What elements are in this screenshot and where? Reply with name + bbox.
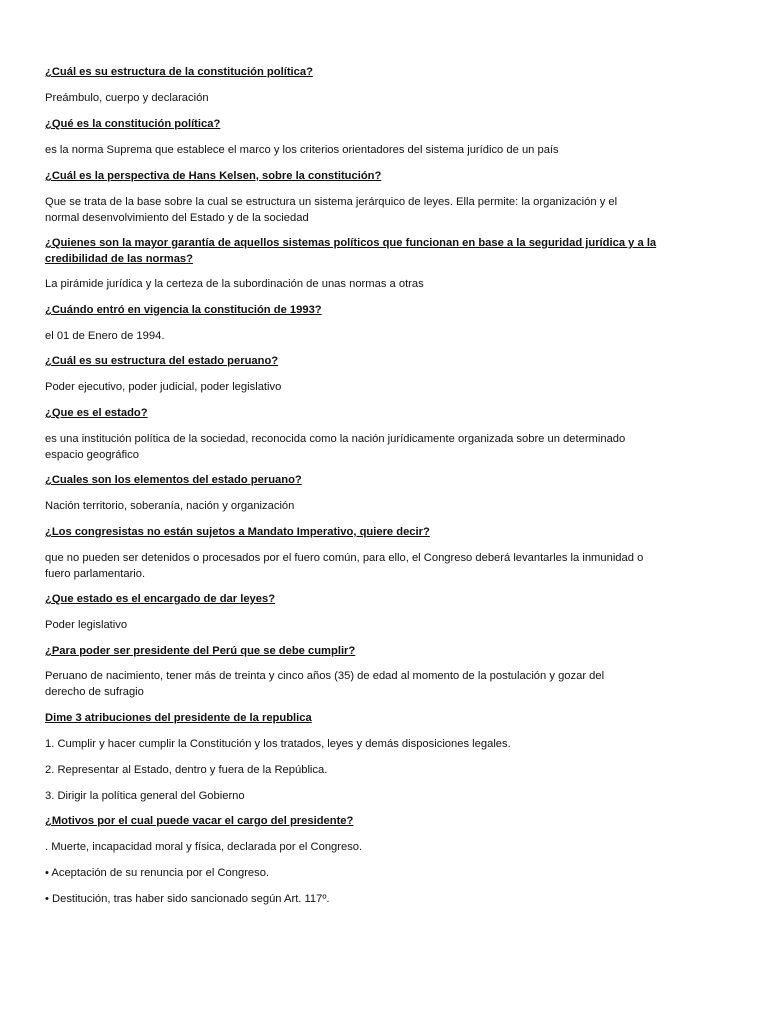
question-text: ¿Cuales son los elementos del estado peruano? — [45, 474, 302, 486]
answer-text: el 01 de Enero de 1994. — [45, 330, 165, 342]
question-text: ¿Los congresistas no están sujetos a Mandato Imperativo, quiere decir? — [45, 526, 430, 538]
answer-text: fuero parlamentario. — [45, 568, 146, 580]
answer-text: es una institución política de la sociedad, reconocida como la nación jurídicamente organizada sobre un determinado — [45, 433, 626, 445]
answer-text: Poder ejecutivo, poder judicial, poder legislativo — [45, 381, 282, 393]
question-text: ¿Cuándo entró en vigencia la constitución de 1993? — [45, 304, 322, 316]
answer-text: • Aceptación de su renuncia por el Congreso. — [45, 867, 270, 879]
question-text: ¿Qué es la constitución política? — [45, 118, 221, 130]
question-text: ¿Motivos por el cual puede vacar el cargo del presidente? — [45, 815, 354, 827]
answer-text: Que se trata de la base sobre la cual se estructura un sistema jerárquico de leyes. Ella permite: la organización y el — [45, 196, 618, 208]
answer-text: es la norma Suprema que establece el marco y los criterios orientadores del sistema jurídico de un país — [45, 144, 559, 156]
answer-text: derecho de sufragio — [45, 686, 144, 698]
answer-text: 1. Cumplir y hacer cumplir la Constitución y los tratados, leyes y demás disposiciones legales. — [45, 738, 511, 750]
answer-text: • Destitución, tras haber sido sancionado según Art. 117º. — [45, 893, 330, 905]
answer-text: Nación territorio, soberanía, nación y organización — [45, 500, 295, 512]
question-text: ¿Quienes son la mayor garantía de aquellos sistemas políticos que funcionan en base a la seguridad jurídica y a la — [45, 237, 657, 249]
answer-text: espacio geográfico — [45, 449, 139, 461]
question-text: credibilidad de las normas? — [45, 253, 193, 265]
answer-text: que no pueden ser detenidos o procesados por el fuero común, para ello, el Congreso deberá levantarles la inmunidad o — [45, 552, 644, 564]
question-text: ¿Cuál es la perspectiva de Hans Kelsen, sobre la constitución? — [45, 170, 382, 182]
question-text: ¿Cuál es su estructura del estado peruano? — [45, 355, 279, 367]
question-text: ¿Para poder ser presidente del Perú que se debe cumplir? — [45, 645, 356, 657]
answer-text: Poder legislativo — [45, 619, 128, 631]
answer-text: 2. Representar al Estado, dentro y fuera de la República. — [45, 764, 328, 776]
answer-text: normal desenvolvimiento del Estado y de la sociedad — [45, 212, 309, 224]
question-text: ¿Que es el estado? — [45, 407, 148, 419]
question-text: ¿Cuál es su estructura de la constitución política? — [45, 66, 313, 78]
answer-text: 3. Dirigir la política general del Gobierno — [45, 790, 245, 802]
answer-text: Preámbulo, cuerpo y declaración — [45, 92, 209, 104]
answer-text: La pirámide jurídica y la certeza de la subordinación de unas normas a otras — [45, 278, 424, 290]
answer-text: . Muerte, incapacidad moral y física, declarada por el Congreso. — [45, 841, 363, 853]
question-text: Dime 3 atribuciones del presidente de la republica — [45, 712, 312, 724]
question-text: ¿Que estado es el encargado de dar leyes? — [45, 593, 276, 605]
answer-text: Peruano de nacimiento, tener más de treinta y cinco años (35) de edad al momento de la postulación y gozar del — [45, 670, 605, 682]
